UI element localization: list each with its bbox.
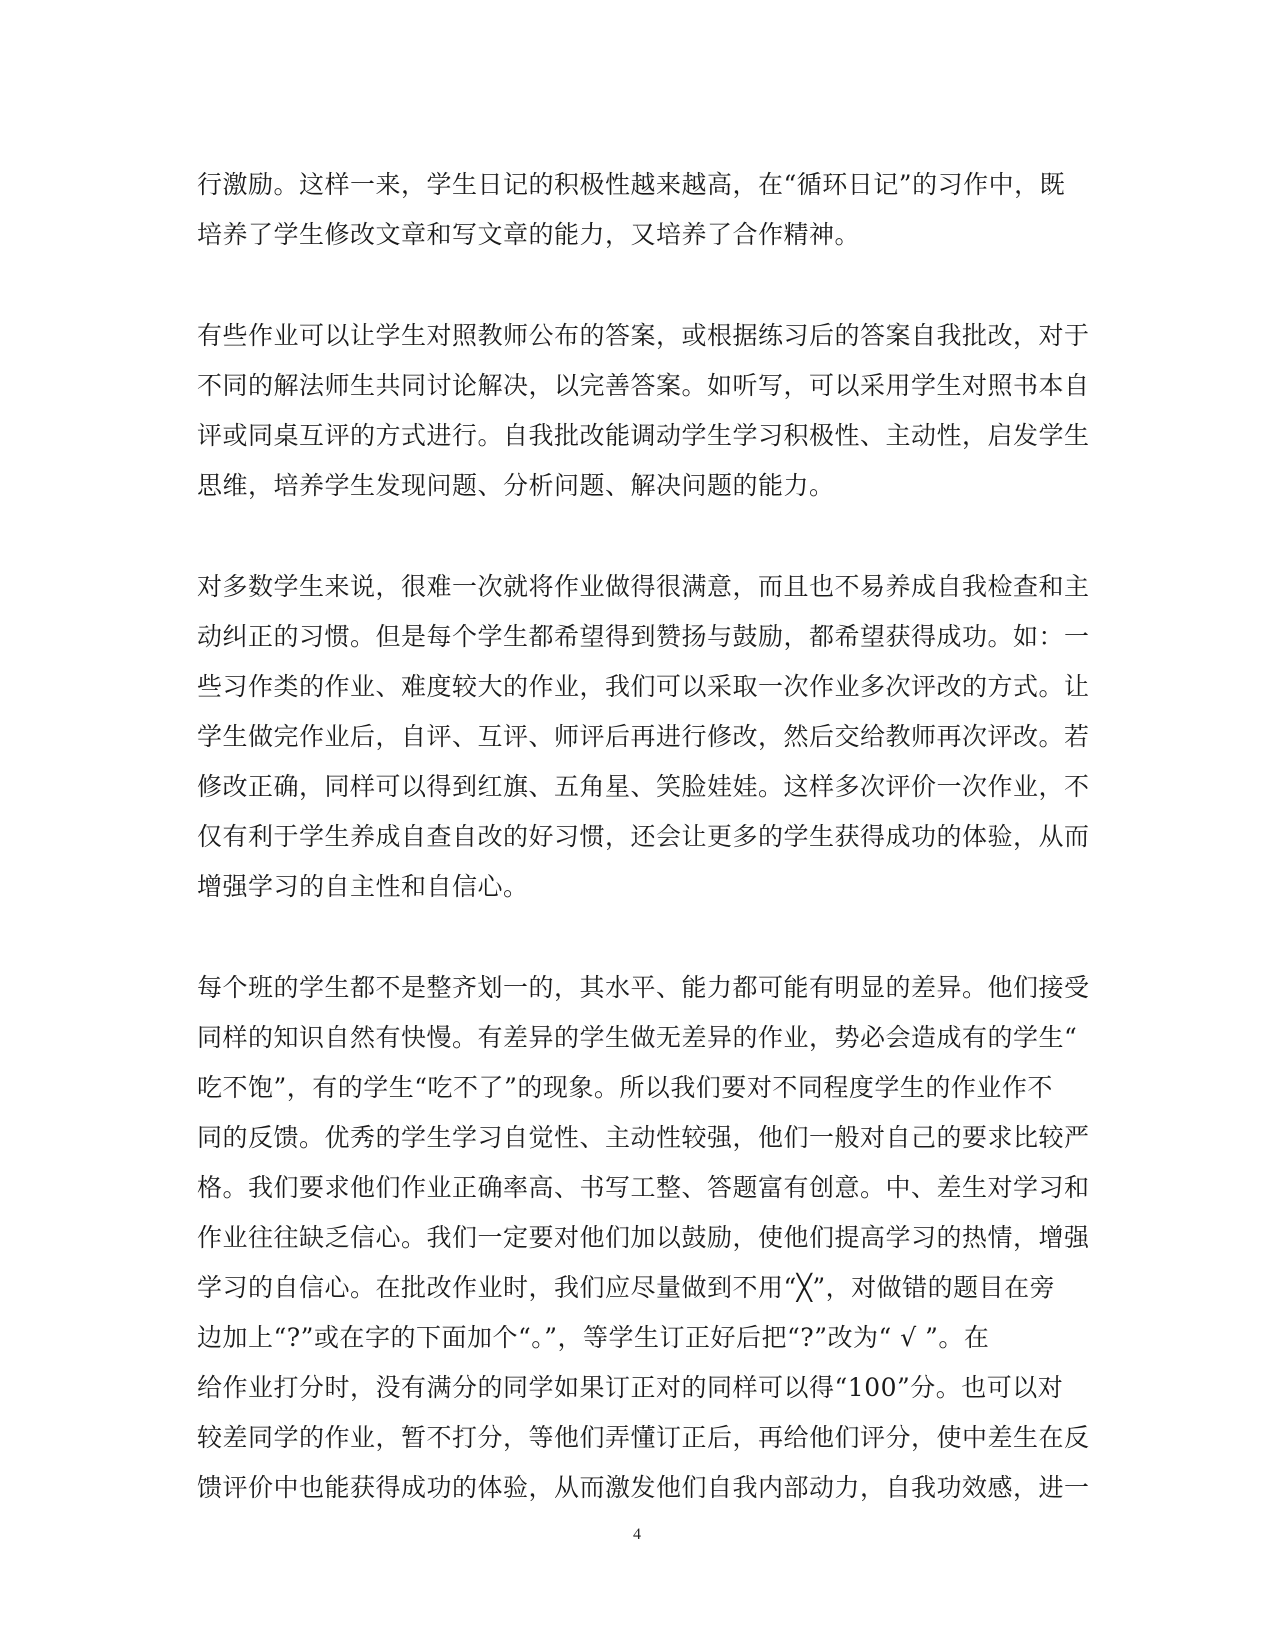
text-line: 思维，培养学生发现问题、分析问题、解决问题的能力。 <box>197 471 835 500</box>
text-line: 行激励。这样一来，学生日记的积极性越来越高，在“循环日记”的习作中，既 <box>197 170 1066 199</box>
text-line: 吃不饱”，有的学生“吃不了”的现象。所以我们要对不同程度学生的作业作不 <box>197 1073 1053 1102</box>
text-line: 边加上“?”或在字的下面加个“。”，等学生订正好后把“?”改为“ √ ”。在 <box>197 1323 990 1352</box>
text-line: 不同的解法师生共同讨论解决，以完善答案。如听写，可以采用学生对照书本自 <box>197 371 1090 400</box>
text-line: 每个班的学生都不是整齐划一的，其水平、能力都可能有明显的差异。他们接受 <box>197 973 1090 1002</box>
paragraph <box>197 562 1090 912</box>
text-line: 较差同学的作业，暂不打分，等他们弄懂订正后，再给他们评分，使中差生在反 <box>197 1423 1090 1452</box>
text-line: 仅有利于学生养成自查自改的好习惯，还会让更多的学生获得成功的体验，从而 <box>197 822 1090 851</box>
paragraph <box>197 160 1077 260</box>
text-line: 有些作业可以让学生对照教师公布的答案，或根据练习后的答案自我批改，对于 <box>197 321 1090 350</box>
text-line: 格。我们要求他们作业正确率高、书写工整、答题富有创意。中、差生对学习和 <box>197 1173 1090 1202</box>
text-line: 馈评价中也能获得成功的体验，从而激发他们自我内部动力，自我功效感，进一 <box>197 1473 1090 1502</box>
page-number: 4 <box>633 1526 641 1543</box>
text-line: 些习作类的作业、难度较大的作业，我们可以采取一次作业多次评改的方式。让 <box>197 672 1090 701</box>
text-line: 培养了学生修改文章和写文章的能力，又培养了合作精神。 <box>197 220 861 249</box>
paragraph <box>197 311 1090 511</box>
text-line: 对多数学生来说，很难一次就将作业做得很满意，而且也不易养成自我检查和主 <box>197 572 1090 601</box>
document-body <box>197 160 1090 1564</box>
text-line: 作业往往缺乏信心。我们一定要对他们加以鼓励，使他们提高学习的热情，增强 <box>197 1223 1090 1252</box>
text-line: 动纠正的习惯。但是每个学生都希望得到赞扬与鼓励，都希望获得成功。如：一 <box>197 622 1090 651</box>
text-line: 同的反馈。优秀的学生学习自觉性、主动性较强，他们一般对自己的要求比较严 <box>197 1123 1090 1152</box>
text-line: 增强学习的自主性和自信心。 <box>197 872 529 901</box>
text-line: 评或同桌互评的方式进行。自我批改能调动学生学习积极性、主动性，启发学生 <box>197 421 1090 450</box>
text-line: 给作业打分时，没有满分的同学如果订正对的同样可以得“100”分。也可以对 <box>197 1373 1064 1402</box>
text-line: 学习的自信心。在批改作业时，我们应尽量做到不用“╳”，对做错的题目在旁 <box>197 1273 1056 1302</box>
text-line: 同样的知识自然有快慢。有差异的学生做无差异的作业，势必会造成有的学生“ <box>197 1023 1078 1052</box>
text-line: 修改正确，同样可以得到红旗、五角星、笑脸娃娃。这样多次评价一次作业，不 <box>197 772 1090 801</box>
text-line: 学生做完作业后，自评、互评、师评后再进行修改，然后交给教师再次评改。若 <box>197 722 1090 751</box>
paragraph <box>197 963 1090 1513</box>
